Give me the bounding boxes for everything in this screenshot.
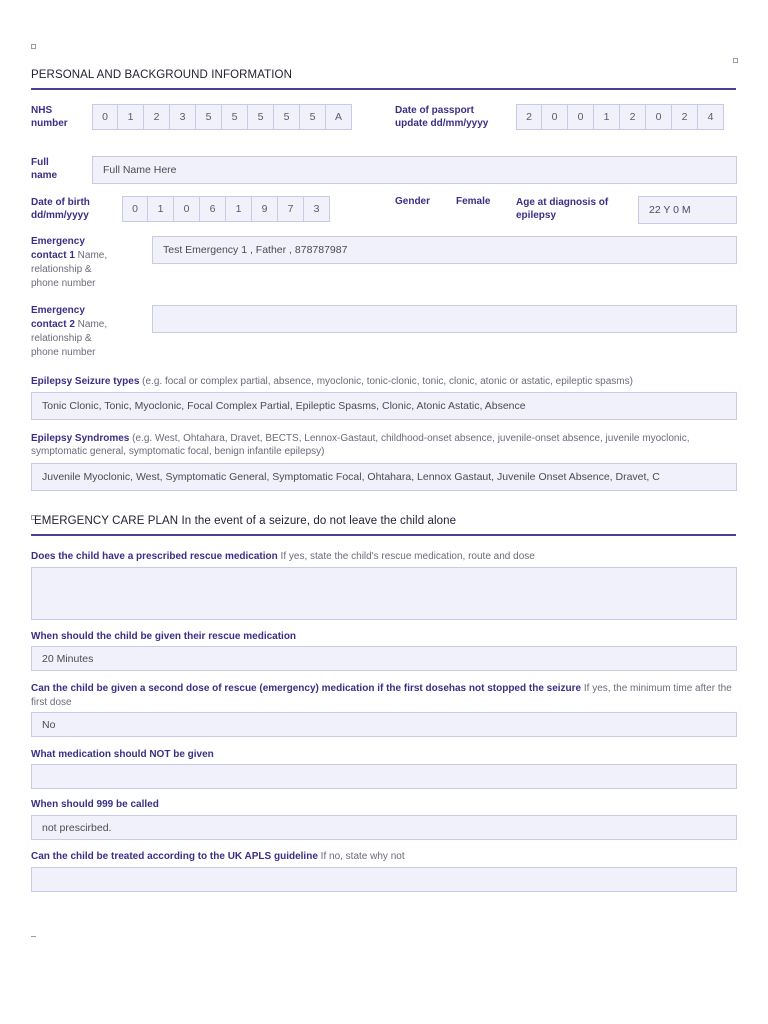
section-title-personal: PERSONAL AND BACKGROUND INFORMATION	[31, 69, 293, 81]
corner-mark	[733, 58, 738, 63]
full-name-label: Full name	[31, 157, 58, 181]
digit-cell[interactable]: 2	[516, 104, 542, 130]
digit-cell[interactable]: 2	[672, 104, 698, 130]
section-divider	[31, 534, 736, 536]
digit-cell[interactable]: 9	[252, 196, 278, 222]
gender-value[interactable]: Female	[456, 196, 491, 207]
full-name-input[interactable]: Full Name Here	[92, 156, 737, 184]
emergency-contact-2-label	[31, 304, 121, 360]
gender-label: Gender	[395, 196, 431, 207]
syndromes-label	[31, 432, 737, 458]
digit-cell[interactable]: 7	[278, 196, 304, 222]
emergency-contact-1-input[interactable]: Test Emergency 1 , Father , 878787987	[152, 236, 737, 264]
dob-label: Date of birth dd/mm/yyyy	[31, 197, 90, 221]
digit-cell[interactable]: 5	[274, 104, 300, 130]
apls-label-hint: If no, state why not	[317, 851, 405, 862]
passport-date-field[interactable]	[516, 104, 724, 130]
nhs-number-label: NHS number	[31, 105, 68, 129]
rescue-medication-label-bold: Does the child have a prescribed rescue medication	[31, 551, 278, 562]
emergency-contact-1-label-bold: Emergency contact 1	[31, 236, 85, 261]
digit-cell[interactable]: 1	[226, 196, 252, 222]
digit-cell[interactable]: 0	[646, 104, 672, 130]
when-rescue-input[interactable]: 20 Minutes	[31, 646, 737, 671]
nhs-number-field[interactable]	[92, 104, 352, 130]
apls-label	[31, 850, 737, 863]
second-dose-label-hint: If yes, the minimum time after the first dose	[31, 683, 732, 708]
digit-cell[interactable]: A	[326, 104, 352, 130]
digit-cell[interactable]: 0	[568, 104, 594, 130]
second-dose-label	[31, 682, 737, 710]
rescue-medication-label-hint: If yes, state the child's rescue medication, route and dose	[277, 551, 535, 562]
rescue-medication-input[interactable]	[31, 567, 737, 620]
digit-cell[interactable]: 5	[300, 104, 326, 130]
seizure-types-input[interactable]: Tonic Clonic, Tonic, Myoclonic, Focal Complex Partial, Epileptic Spasms, Clonic, Atonic Astatic, Absence	[31, 392, 737, 420]
emergency-contact-2-label-bold: Emergency contact 2	[31, 305, 85, 330]
corner-mark	[31, 44, 36, 49]
seizure-types-label-hint: (e.g. focal or complex partial, absence, myoclonic, tonic-clonic, tonic, clonic, atonic or astatic, epileptic spasms)	[139, 376, 633, 387]
age-diagnosis-label: Age at diagnosis of epilepsy	[516, 197, 609, 221]
digit-cell[interactable]: 3	[170, 104, 196, 130]
seizure-types-label-bold: Epilepsy Seizure types	[31, 376, 140, 387]
emergency-contact-1-label	[31, 235, 121, 291]
seizure-types-label	[31, 375, 741, 388]
rescue-medication-label	[31, 550, 737, 563]
digit-cell[interactable]: 5	[196, 104, 222, 130]
not-given-input[interactable]	[31, 764, 737, 789]
emergency-contact-2-input[interactable]	[152, 305, 737, 333]
digit-cell[interactable]: 0	[174, 196, 200, 222]
emergency-contact-2-label-hint: Name, relationship & phone number	[31, 319, 108, 358]
digit-cell[interactable]: 5	[222, 104, 248, 130]
apls-label-bold: Can the child be treated according to the UK APLS guideline	[31, 851, 318, 862]
digit-cell[interactable]: 2	[144, 104, 170, 130]
section-divider	[31, 88, 736, 90]
syndromes-label-bold: Epilepsy Syndromes	[31, 433, 130, 444]
digit-cell[interactable]: 0	[92, 104, 118, 130]
apls-input[interactable]	[31, 867, 737, 892]
call-999-input[interactable]: not prescirbed.	[31, 815, 737, 840]
syndromes-label-hint: (e.g. West, Ohtahara, Dravet, BECTS, Lennox-Gastaut, childhood-onset absence, juvenile-onset absence, juvenile myoclonic, symptomatic general, symptomatic focal, benign infantile epilepsy)	[31, 433, 690, 457]
second-dose-input[interactable]: No	[31, 712, 737, 737]
digit-cell[interactable]: 1	[594, 104, 620, 130]
digit-cell[interactable]: 6	[200, 196, 226, 222]
second-dose-label-bold: Can the child be given a second dose of rescue (emergency) medication if the first dosehas not stopped the seizure	[31, 683, 582, 694]
digit-cell[interactable]: 2	[620, 104, 646, 130]
digit-cell[interactable]: 0	[542, 104, 568, 130]
syndromes-input[interactable]: Juvenile Myoclonic, West, Symptomatic General, Symptomatic Focal, Ohtahara, Lennox Gastaut, Juvenile Onset Absence, Dravet, C	[31, 463, 737, 491]
emergency-contact-1-label-hint: Name, relationship & phone number	[31, 250, 108, 289]
age-diagnosis-input[interactable]: 22 Y 0 M	[638, 196, 737, 224]
digit-cell[interactable]: 1	[118, 104, 144, 130]
digit-cell[interactable]: 0	[122, 196, 148, 222]
dob-field[interactable]	[122, 196, 330, 222]
passport-date-label: Date of passport update dd/mm/yyyy	[395, 105, 489, 129]
digit-cell[interactable]: 3	[304, 196, 330, 222]
footer-mark	[31, 936, 36, 937]
when-rescue-label: When should the child be given their rescue medication	[31, 631, 297, 642]
section-title-emergency: EMERGENCY CARE PLAN In the event of a seizure, do not leave the child alone	[34, 515, 457, 527]
digit-cell[interactable]: 4	[698, 104, 724, 130]
digit-cell[interactable]: 1	[148, 196, 174, 222]
digit-cell[interactable]: 5	[248, 104, 274, 130]
call-999-label: When should 999 be called	[31, 799, 159, 810]
not-given-label: What medication should NOT be given	[31, 749, 214, 760]
